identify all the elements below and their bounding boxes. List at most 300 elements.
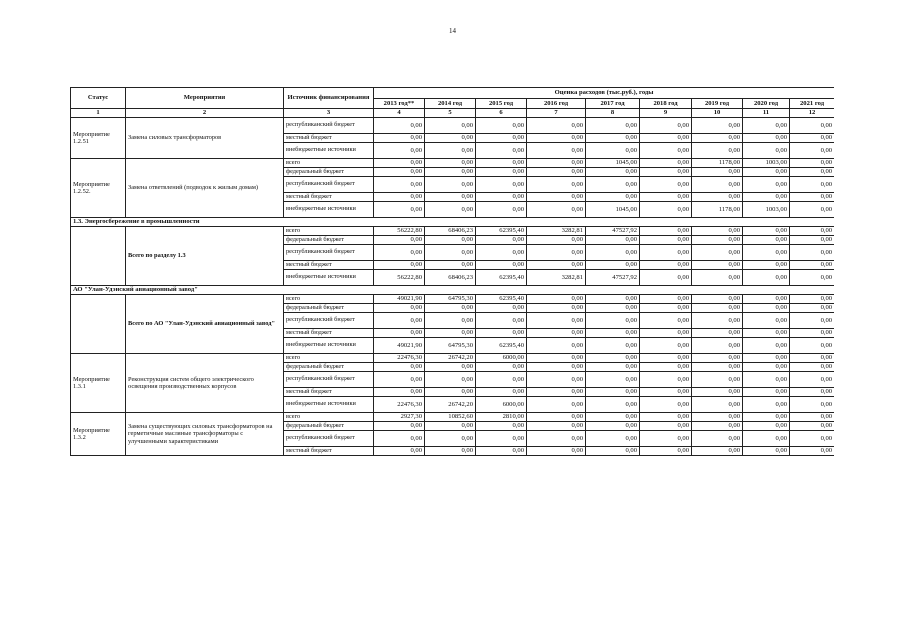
amount-cell: 0,00 xyxy=(586,304,640,313)
funding-source: всего xyxy=(284,413,374,422)
amount-cell: 0,00 xyxy=(425,261,476,270)
funding-source: федеральный бюджет xyxy=(284,236,374,245)
amount-cell: 0,00 xyxy=(790,304,835,313)
amount-cell: 0,00 xyxy=(586,245,640,261)
amount-cell: 0,00 xyxy=(692,134,743,143)
amount-cell: 0,00 xyxy=(743,397,790,413)
amount-cell: 0,00 xyxy=(692,261,743,270)
amount-cell: 0,00 xyxy=(640,422,692,431)
measure-status: Мероприятие 1.2.51 xyxy=(71,118,126,159)
amount-cell: 0,00 xyxy=(527,313,586,329)
header-measures: Мероприятия xyxy=(126,88,284,109)
table-row xyxy=(71,159,835,168)
amount-cell: 0,00 xyxy=(527,177,586,193)
column-number: 4 xyxy=(374,109,425,118)
amount-cell: 0,00 xyxy=(790,193,835,202)
measure-name: Замена существующих силовых трансформаторов на герметичные масляные трансформаторы с улучшенными характеристиками xyxy=(126,413,284,456)
year-header: 2018 год xyxy=(640,99,692,109)
amount-cell: 0,00 xyxy=(425,236,476,245)
amount-cell: 0,00 xyxy=(743,363,790,372)
amount-cell: 68406,23 xyxy=(425,270,476,286)
column-number: 1 xyxy=(71,109,126,118)
amount-cell: 0,00 xyxy=(586,313,640,329)
budget-document xyxy=(70,87,834,563)
amount-cell: 0,00 xyxy=(374,143,425,159)
amount-cell: 0,00 xyxy=(527,202,586,218)
measure-name: Замена ответвлений (подводок к жилым домам) xyxy=(126,159,284,218)
amount-cell: 0,00 xyxy=(692,363,743,372)
amount-cell: 0,00 xyxy=(790,413,835,422)
amount-cell: 0,00 xyxy=(476,363,527,372)
funding-source: федеральный бюджет xyxy=(284,422,374,431)
amount-cell: 0,00 xyxy=(476,431,527,447)
amount-cell: 62395,40 xyxy=(476,270,527,286)
amount-cell: 0,00 xyxy=(640,388,692,397)
year-header: 2014 год xyxy=(425,99,476,109)
amount-cell: 0,00 xyxy=(640,413,692,422)
amount-cell: 0,00 xyxy=(476,143,527,159)
amount-cell: 0,00 xyxy=(374,236,425,245)
amount-cell: 0,00 xyxy=(586,422,640,431)
amount-cell: 0,00 xyxy=(586,193,640,202)
amount-cell: 0,00 xyxy=(640,202,692,218)
amount-cell: 0,00 xyxy=(586,118,640,134)
amount-cell: 0,00 xyxy=(790,143,835,159)
amount-cell: 0,00 xyxy=(790,329,835,338)
funding-source: местный бюджет xyxy=(284,261,374,270)
amount-cell: 0,00 xyxy=(586,295,640,304)
amount-cell: 0,00 xyxy=(640,295,692,304)
column-number: 6 xyxy=(476,109,527,118)
amount-cell: 0,00 xyxy=(692,329,743,338)
amount-cell: 0,00 xyxy=(374,118,425,134)
amount-cell: 0,00 xyxy=(692,304,743,313)
amount-cell: 0,00 xyxy=(692,431,743,447)
amount-cell: 0,00 xyxy=(425,329,476,338)
amount-cell: 0,00 xyxy=(790,227,835,236)
amount-cell: 0,00 xyxy=(527,338,586,354)
amount-cell: 0,00 xyxy=(692,245,743,261)
amount-cell: 0,00 xyxy=(692,270,743,286)
funding-source: внебюджетные источники xyxy=(284,202,374,218)
amount-cell: 0,00 xyxy=(586,329,640,338)
amount-cell: 0,00 xyxy=(374,363,425,372)
amount-cell: 0,00 xyxy=(527,193,586,202)
amount-cell: 0,00 xyxy=(527,422,586,431)
amount-cell: 0,00 xyxy=(640,397,692,413)
amount-cell: 0,00 xyxy=(527,397,586,413)
amount-cell: 0,00 xyxy=(425,388,476,397)
amount-cell: 0,00 xyxy=(374,193,425,202)
amount-cell: 0,00 xyxy=(692,193,743,202)
column-number-row xyxy=(71,109,835,118)
amount-cell: 0,00 xyxy=(692,397,743,413)
amount-cell: 0,00 xyxy=(640,168,692,177)
amount-cell: 0,00 xyxy=(692,295,743,304)
amount-cell: 0,00 xyxy=(790,354,835,363)
amount-cell: 0,00 xyxy=(586,363,640,372)
amount-cell: 0,00 xyxy=(790,245,835,261)
measure-name: Всего по разделу 1.3 xyxy=(126,227,284,286)
amount-cell: 0,00 xyxy=(640,193,692,202)
amount-cell: 49021,90 xyxy=(374,295,425,304)
section-row xyxy=(71,286,835,295)
amount-cell: 0,00 xyxy=(743,227,790,236)
page-number: 14 xyxy=(449,27,456,35)
amount-cell: 0,00 xyxy=(476,261,527,270)
amount-cell: 0,00 xyxy=(640,143,692,159)
amount-cell: 0,00 xyxy=(476,134,527,143)
amount-cell: 1178,00 xyxy=(692,202,743,218)
amount-cell: 0,00 xyxy=(586,261,640,270)
amount-cell: 0,00 xyxy=(476,168,527,177)
year-header: 2013 год** xyxy=(374,99,425,109)
amount-cell: 0,00 xyxy=(743,236,790,245)
table-row xyxy=(71,354,835,363)
funding-source: республиканский бюджет xyxy=(284,372,374,388)
amount-cell: 0,00 xyxy=(743,261,790,270)
amount-cell: 0,00 xyxy=(790,118,835,134)
amount-cell: 0,00 xyxy=(374,202,425,218)
table-row xyxy=(71,118,835,134)
funding-source: республиканский бюджет xyxy=(284,118,374,134)
funding-source: внебюджетные источники xyxy=(284,338,374,354)
amount-cell: 68406,23 xyxy=(425,227,476,236)
amount-cell: 0,00 xyxy=(743,354,790,363)
amount-cell: 0,00 xyxy=(527,304,586,313)
measure-status xyxy=(71,295,126,354)
funding-source: республиканский бюджет xyxy=(284,313,374,329)
amount-cell: 0,00 xyxy=(586,338,640,354)
amount-cell: 0,00 xyxy=(425,422,476,431)
amount-cell: 0,00 xyxy=(586,413,640,422)
amount-cell: 62395,40 xyxy=(476,227,527,236)
amount-cell: 0,00 xyxy=(586,431,640,447)
table-row xyxy=(71,295,835,304)
amount-cell: 0,00 xyxy=(476,313,527,329)
amount-cell: 0,00 xyxy=(640,372,692,388)
amount-cell: 0,00 xyxy=(692,143,743,159)
amount-cell: 10852,60 xyxy=(425,413,476,422)
amount-cell: 0,00 xyxy=(790,447,835,456)
year-header: 2020 год xyxy=(743,99,790,109)
amount-cell: 0,00 xyxy=(527,354,586,363)
year-header: 2016 год xyxy=(527,99,586,109)
amount-cell: 0,00 xyxy=(790,363,835,372)
amount-cell: 0,00 xyxy=(790,261,835,270)
amount-cell: 0,00 xyxy=(743,447,790,456)
amount-cell: 0,00 xyxy=(425,363,476,372)
amount-cell: 0,00 xyxy=(425,447,476,456)
amount-cell: 0,00 xyxy=(374,168,425,177)
section-row xyxy=(71,218,835,227)
amount-cell: 0,00 xyxy=(790,159,835,168)
amount-cell: 0,00 xyxy=(374,372,425,388)
funding-source: республиканский бюджет xyxy=(284,177,374,193)
amount-cell: 62395,40 xyxy=(476,295,527,304)
amount-cell: 0,00 xyxy=(790,295,835,304)
amount-cell: 0,00 xyxy=(743,134,790,143)
amount-cell: 0,00 xyxy=(743,177,790,193)
amount-cell: 1003,00 xyxy=(743,159,790,168)
amount-cell: 0,00 xyxy=(527,329,586,338)
amount-cell: 0,00 xyxy=(374,159,425,168)
amount-cell: 0,00 xyxy=(743,413,790,422)
amount-cell: 0,00 xyxy=(790,177,835,193)
amount-cell: 0,00 xyxy=(790,338,835,354)
amount-cell: 0,00 xyxy=(527,245,586,261)
measure-status xyxy=(71,227,126,286)
amount-cell: 0,00 xyxy=(374,245,425,261)
amount-cell: 0,00 xyxy=(640,227,692,236)
measure-name: Замена силовых трансформаторов xyxy=(126,118,284,159)
measure-status: Мероприятие 1.3.1 xyxy=(71,354,126,413)
column-number: 11 xyxy=(743,109,790,118)
header-estimate: Оценка расходов (тыс.руб.), годы xyxy=(374,88,835,99)
amount-cell: 0,00 xyxy=(425,372,476,388)
funding-source: федеральный бюджет xyxy=(284,168,374,177)
year-header: 2019 год xyxy=(692,99,743,109)
amount-cell: 0,00 xyxy=(527,295,586,304)
amount-cell: 0,00 xyxy=(476,372,527,388)
amount-cell: 0,00 xyxy=(527,431,586,447)
amount-cell: 0,00 xyxy=(425,134,476,143)
year-header: 2017 год xyxy=(586,99,640,109)
amount-cell: 0,00 xyxy=(790,372,835,388)
year-header: 2015 год xyxy=(476,99,527,109)
amount-cell: 0,00 xyxy=(640,236,692,245)
amount-cell: 0,00 xyxy=(476,422,527,431)
amount-cell: 0,00 xyxy=(527,447,586,456)
amount-cell: 0,00 xyxy=(790,397,835,413)
amount-cell: 0,00 xyxy=(476,202,527,218)
amount-cell: 64795,30 xyxy=(425,295,476,304)
amount-cell: 0,00 xyxy=(586,134,640,143)
amount-cell: 0,00 xyxy=(476,159,527,168)
amount-cell: 47527,92 xyxy=(586,227,640,236)
amount-cell: 0,00 xyxy=(374,329,425,338)
header-source: Источник финансирования xyxy=(284,88,374,109)
amount-cell: 47527,92 xyxy=(586,270,640,286)
funding-source: федеральный бюджет xyxy=(284,304,374,313)
amount-cell: 6000,00 xyxy=(476,397,527,413)
year-header: 2021 год xyxy=(790,99,835,109)
amount-cell: 0,00 xyxy=(527,118,586,134)
amount-cell: 0,00 xyxy=(790,134,835,143)
amount-cell: 0,00 xyxy=(425,245,476,261)
amount-cell: 64795,30 xyxy=(425,338,476,354)
funding-source: местный бюджет xyxy=(284,134,374,143)
amount-cell: 0,00 xyxy=(743,372,790,388)
amount-cell: 0,00 xyxy=(743,270,790,286)
amount-cell: 0,00 xyxy=(692,338,743,354)
funding-source: местный бюджет xyxy=(284,193,374,202)
amount-cell: 0,00 xyxy=(743,168,790,177)
amount-cell: 0,00 xyxy=(790,388,835,397)
amount-cell: 0,00 xyxy=(425,431,476,447)
amount-cell: 0,00 xyxy=(374,422,425,431)
amount-cell: 0,00 xyxy=(692,313,743,329)
amount-cell: 0,00 xyxy=(640,338,692,354)
amount-cell: 0,00 xyxy=(476,236,527,245)
amount-cell: 0,00 xyxy=(790,168,835,177)
amount-cell: 0,00 xyxy=(692,227,743,236)
amount-cell: 0,00 xyxy=(476,304,527,313)
amount-cell: 0,00 xyxy=(476,245,527,261)
measure-status: Мероприятие 1.3.2 xyxy=(71,413,126,456)
amount-cell: 6000,00 xyxy=(476,354,527,363)
section-title: АО "Улан-Удэнский авиационный завод" xyxy=(71,286,835,295)
amount-cell: 0,00 xyxy=(527,363,586,372)
amount-cell: 0,00 xyxy=(640,118,692,134)
amount-cell: 0,00 xyxy=(743,329,790,338)
amount-cell: 0,00 xyxy=(425,143,476,159)
amount-cell: 0,00 xyxy=(425,304,476,313)
amount-cell: 22476,30 xyxy=(374,354,425,363)
amount-cell: 0,00 xyxy=(527,159,586,168)
amount-cell: 0,00 xyxy=(640,245,692,261)
amount-cell: 0,00 xyxy=(527,372,586,388)
amount-cell: 0,00 xyxy=(692,372,743,388)
amount-cell: 1178,00 xyxy=(692,159,743,168)
amount-cell: 0,00 xyxy=(527,413,586,422)
amount-cell: 0,00 xyxy=(743,338,790,354)
funding-source: всего xyxy=(284,354,374,363)
amount-cell: 0,00 xyxy=(743,388,790,397)
amount-cell: 2810,00 xyxy=(476,413,527,422)
amount-cell: 0,00 xyxy=(743,143,790,159)
funding-source: всего xyxy=(284,295,374,304)
amount-cell: 56222,80 xyxy=(374,270,425,286)
amount-cell: 0,00 xyxy=(374,388,425,397)
amount-cell: 0,00 xyxy=(476,329,527,338)
amount-cell: 1045,00 xyxy=(586,202,640,218)
amount-cell: 0,00 xyxy=(743,313,790,329)
amount-cell: 0,00 xyxy=(640,159,692,168)
budget-table xyxy=(70,87,834,456)
amount-cell: 0,00 xyxy=(374,261,425,270)
amount-cell: 0,00 xyxy=(586,168,640,177)
amount-cell: 0,00 xyxy=(692,413,743,422)
amount-cell: 3282,81 xyxy=(527,270,586,286)
amount-cell: 0,00 xyxy=(790,202,835,218)
header-status: Статус xyxy=(71,88,126,109)
amount-cell: 0,00 xyxy=(692,118,743,134)
amount-cell: 0,00 xyxy=(640,447,692,456)
amount-cell: 0,00 xyxy=(640,270,692,286)
funding-source: внебюджетные источники xyxy=(284,397,374,413)
amount-cell: 0,00 xyxy=(586,388,640,397)
amount-cell: 0,00 xyxy=(374,431,425,447)
amount-cell: 2927,30 xyxy=(374,413,425,422)
amount-cell: 0,00 xyxy=(743,304,790,313)
amount-cell: 0,00 xyxy=(425,159,476,168)
amount-cell: 0,00 xyxy=(640,134,692,143)
amount-cell: 0,00 xyxy=(790,431,835,447)
amount-cell: 0,00 xyxy=(640,354,692,363)
amount-cell: 0,00 xyxy=(692,177,743,193)
amount-cell: 0,00 xyxy=(743,245,790,261)
amount-cell: 0,00 xyxy=(425,177,476,193)
amount-cell: 56222,80 xyxy=(374,227,425,236)
amount-cell: 0,00 xyxy=(374,177,425,193)
amount-cell: 0,00 xyxy=(743,193,790,202)
amount-cell: 0,00 xyxy=(640,329,692,338)
amount-cell: 0,00 xyxy=(640,313,692,329)
amount-cell: 1003,00 xyxy=(743,202,790,218)
amount-cell: 0,00 xyxy=(692,168,743,177)
amount-cell: 0,00 xyxy=(425,193,476,202)
amount-cell: 0,00 xyxy=(640,363,692,372)
amount-cell: 0,00 xyxy=(743,422,790,431)
amount-cell: 0,00 xyxy=(743,295,790,304)
amount-cell: 49021,90 xyxy=(374,338,425,354)
measure-name: Реконструкция систем общего электрического освещения производственных корпусов xyxy=(126,354,284,413)
column-number: 5 xyxy=(425,109,476,118)
amount-cell: 0,00 xyxy=(586,177,640,193)
amount-cell: 0,00 xyxy=(586,372,640,388)
amount-cell: 0,00 xyxy=(790,313,835,329)
amount-cell: 1045,00 xyxy=(586,159,640,168)
measure-name: Всего по АО "Улан-Удэнский авиационный завод" xyxy=(126,295,284,354)
amount-cell: 0,00 xyxy=(790,236,835,245)
funding-source: республиканский бюджет xyxy=(284,431,374,447)
amount-cell: 0,00 xyxy=(374,304,425,313)
amount-cell: 0,00 xyxy=(692,422,743,431)
funding-source: всего xyxy=(284,159,374,168)
amount-cell: 22476,30 xyxy=(374,397,425,413)
amount-cell: 0,00 xyxy=(374,134,425,143)
column-number: 10 xyxy=(692,109,743,118)
amount-cell: 0,00 xyxy=(692,354,743,363)
amount-cell: 0,00 xyxy=(425,118,476,134)
amount-cell: 0,00 xyxy=(640,177,692,193)
amount-cell: 0,00 xyxy=(476,118,527,134)
funding-source: внебюджетные источники xyxy=(284,143,374,159)
column-number: 2 xyxy=(126,109,284,118)
amount-cell: 0,00 xyxy=(790,270,835,286)
amount-cell: 0,00 xyxy=(692,236,743,245)
amount-cell: 26742,20 xyxy=(425,397,476,413)
amount-cell: 0,00 xyxy=(527,168,586,177)
amount-cell: 0,00 xyxy=(527,134,586,143)
amount-cell: 0,00 xyxy=(692,388,743,397)
funding-source: местный бюджет xyxy=(284,329,374,338)
amount-cell: 0,00 xyxy=(640,261,692,270)
amount-cell: 0,00 xyxy=(586,397,640,413)
amount-cell: 0,00 xyxy=(476,447,527,456)
amount-cell: 0,00 xyxy=(476,388,527,397)
amount-cell: 0,00 xyxy=(425,313,476,329)
amount-cell: 0,00 xyxy=(527,143,586,159)
amount-cell: 0,00 xyxy=(476,193,527,202)
amount-cell: 0,00 xyxy=(743,431,790,447)
amount-cell: 0,00 xyxy=(527,261,586,270)
amount-cell: 0,00 xyxy=(374,313,425,329)
table-row xyxy=(71,227,835,236)
amount-cell: 0,00 xyxy=(527,236,586,245)
amount-cell: 0,00 xyxy=(425,168,476,177)
amount-cell: 0,00 xyxy=(743,118,790,134)
amount-cell: 0,00 xyxy=(586,447,640,456)
funding-source: местный бюджет xyxy=(284,447,374,456)
measure-status: Мероприятие 1.2.52. xyxy=(71,159,126,218)
amount-cell: 0,00 xyxy=(640,304,692,313)
amount-cell: 0,00 xyxy=(527,388,586,397)
table-row xyxy=(71,413,835,422)
amount-cell: 0,00 xyxy=(586,236,640,245)
header-row-1 xyxy=(71,88,835,99)
